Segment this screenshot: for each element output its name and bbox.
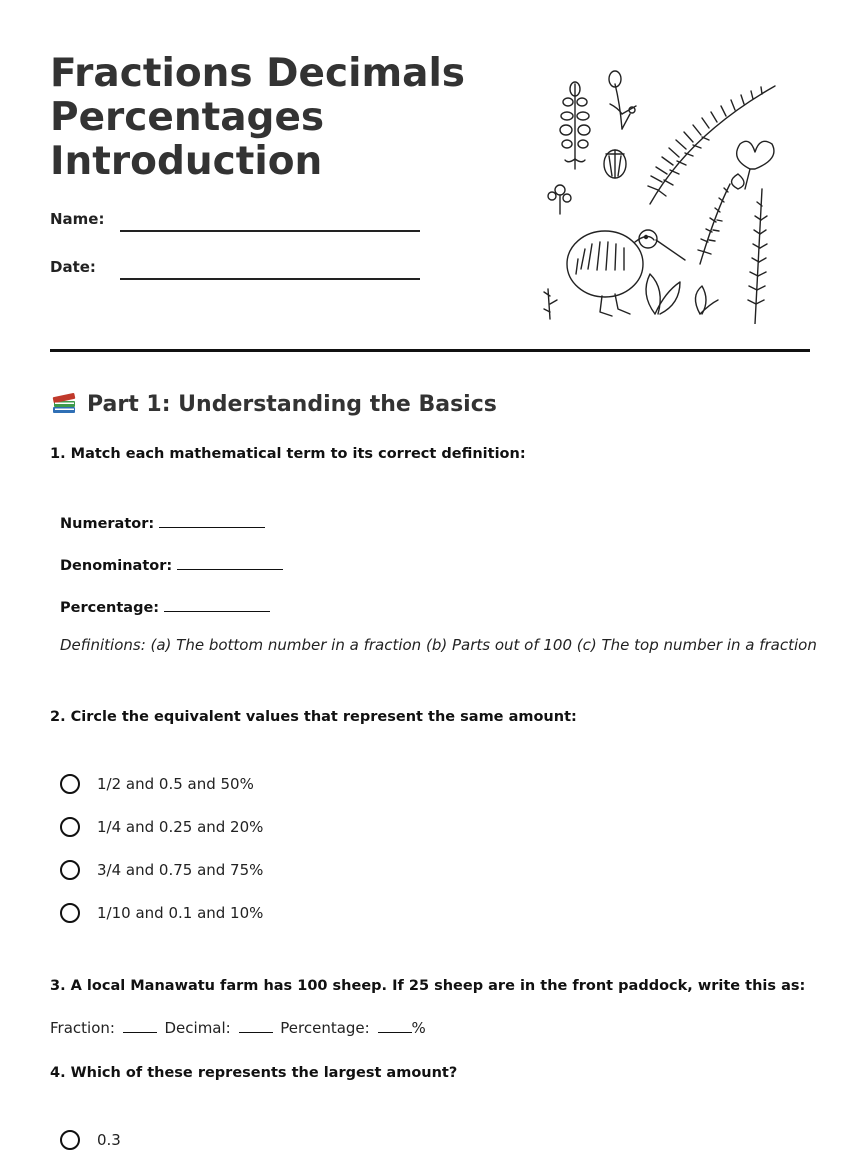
date-label: Date: <box>50 258 96 276</box>
kiwi-plants-illustration <box>540 64 790 324</box>
numerator-answer-blank[interactable] <box>159 513 265 528</box>
q2-option-4[interactable] <box>60 903 263 923</box>
books-icon <box>50 390 78 418</box>
question-1-prompt: 1. Match each mathematical term to its correct definition: <box>50 446 526 462</box>
header-divider <box>50 349 810 352</box>
q4-option-1-label: 0.3 <box>97 1131 121 1149</box>
part1-section <box>50 388 810 420</box>
q2-option-3[interactable] <box>60 860 263 880</box>
date-field[interactable] <box>120 278 420 280</box>
percentage-label: Percentage: <box>280 1019 370 1037</box>
question-2-prompt: 2. Circle the equivalent values that represent the same amount: <box>50 709 577 725</box>
q2-option-2[interactable] <box>60 817 263 837</box>
fraction-answer-blank[interactable] <box>123 1018 157 1033</box>
radio-circle[interactable] <box>60 860 80 880</box>
match-row-percentage <box>60 597 270 616</box>
q2-option-1[interactable] <box>60 774 254 794</box>
radio-circle[interactable] <box>60 903 80 923</box>
term-percentage-label: Percentage: <box>60 600 160 616</box>
q2-option-3-label: 3/4 and 0.75 and 75% <box>97 861 264 879</box>
percent-sign: % <box>411 1019 426 1037</box>
worksheet-header <box>50 52 810 332</box>
fraction-label: Fraction: <box>50 1019 115 1037</box>
title-line-3: Introduction <box>50 139 323 184</box>
part1-heading <box>50 388 810 420</box>
match-row-denominator <box>60 555 283 574</box>
q2-option-2-label: 1/4 and 0.25 and 20% <box>97 818 264 836</box>
decimal-label: Decimal: <box>164 1019 231 1037</box>
title-line-2: Percentages <box>50 95 325 140</box>
q4-option-1[interactable] <box>60 1130 121 1150</box>
part1-heading-text: Part 1: Understanding the Basics <box>87 391 497 417</box>
percentage-answer-blank[interactable] <box>378 1018 412 1033</box>
q2-option-4-label: 1/10 and 0.1 and 10% <box>97 904 264 922</box>
question-4-prompt: 4. Which of these represents the largest amount? <box>50 1065 458 1081</box>
q2-option-1-label: 1/2 and 0.5 and 50% <box>97 775 254 793</box>
question-3-prompt: 3. A local Manawatu farm has 100 sheep. If 25 sheep are in the front paddock, write this as: <box>50 978 806 994</box>
radio-circle[interactable] <box>60 817 80 837</box>
radio-circle[interactable] <box>60 1130 80 1150</box>
decimal-answer-blank[interactable] <box>239 1018 273 1033</box>
definitions-text: Definitions: (a) The bottom number in a fraction (b) Parts out of 100 (c) The top number in a fraction <box>60 636 817 654</box>
denominator-answer-blank[interactable] <box>177 555 283 570</box>
percentage-answer-blank[interactable] <box>164 597 270 612</box>
name-label: Name: <box>50 210 105 228</box>
title-line-1: Fractions Decimals <box>50 51 466 96</box>
term-denominator-label: Denominator: <box>60 558 173 574</box>
page-title <box>50 52 520 184</box>
radio-circle[interactable] <box>60 774 80 794</box>
term-numerator-label: Numerator: <box>60 516 155 532</box>
match-row-numerator <box>60 513 265 532</box>
question-3-answer-line <box>50 1018 426 1037</box>
name-field[interactable] <box>120 230 420 232</box>
